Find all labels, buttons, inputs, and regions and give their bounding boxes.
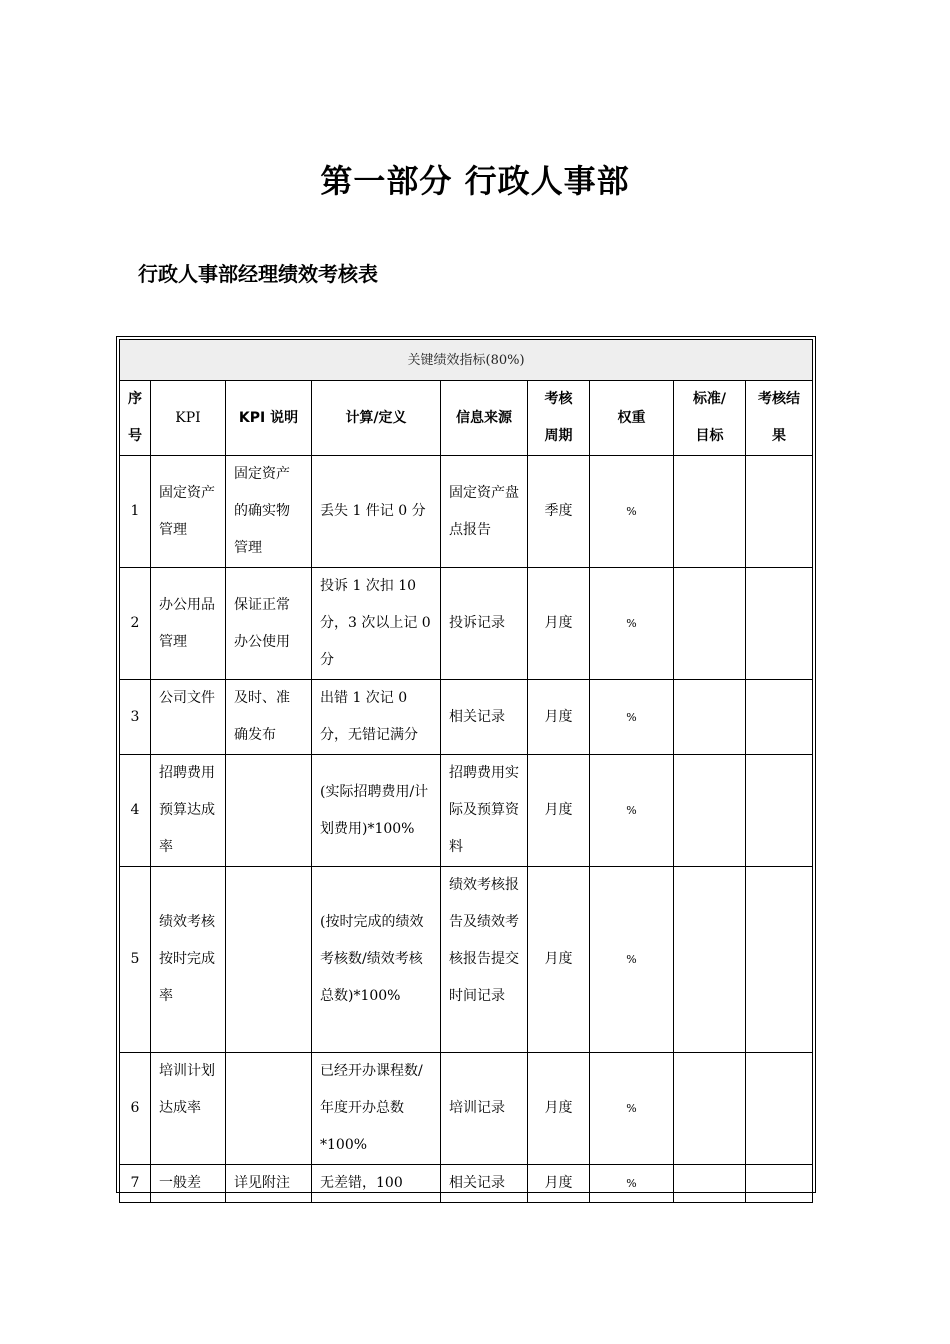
- row-result: [746, 680, 813, 755]
- row-weight: %: [590, 1053, 674, 1165]
- row-target: [674, 680, 746, 755]
- row-kpi: 招聘费用预算达成率: [151, 755, 226, 867]
- table-row: [119, 867, 813, 1053]
- row-desc: 保证正常办公使用: [226, 568, 312, 680]
- kpi-banner: 关键绩效指标(80%): [119, 339, 813, 381]
- row-desc: 固定资产的确实物管理: [226, 456, 312, 568]
- row-period: 月度: [528, 568, 590, 680]
- kpi-table: [119, 339, 813, 1203]
- table-row: [119, 456, 813, 568]
- row-period: 月度: [528, 867, 590, 1053]
- header-calc: 计算/定义: [312, 381, 441, 456]
- kpi-table-frame: [116, 336, 816, 1193]
- row-calc: 投诉 1 次扣 10 分，3 次以上记 0 分: [312, 568, 441, 680]
- row-no: 3: [119, 680, 151, 755]
- row-weight: %: [590, 456, 674, 568]
- row-desc: 详见附注: [226, 1165, 312, 1203]
- row-calc: (按时完成的绩效考核数/绩效考核总数)*100%: [312, 867, 441, 1053]
- header-result: 考核结果: [746, 381, 813, 456]
- row-kpi: 培训计划达成率: [151, 1053, 226, 1165]
- row-result: [746, 867, 813, 1053]
- row-calc: 已经开办课程数/年度开办总数*100%: [312, 1053, 441, 1165]
- row-calc: 出错 1 次记 0 分，无错记满分: [312, 680, 441, 755]
- header-target: 标准/目标: [674, 381, 746, 456]
- row-weight: %: [590, 568, 674, 680]
- row-target: [674, 568, 746, 680]
- row-period: 月度: [528, 1053, 590, 1165]
- row-no: 7: [119, 1165, 151, 1203]
- row-no: 1: [119, 456, 151, 568]
- row-kpi: 绩效考核按时完成率: [151, 867, 226, 1053]
- row-no: 5: [119, 867, 151, 1053]
- page-title: 第一部分 行政人事部: [320, 162, 630, 200]
- row-desc: [226, 1053, 312, 1165]
- row-source: 投诉记录: [441, 568, 528, 680]
- row-result: [746, 456, 813, 568]
- row-no: 2: [119, 568, 151, 680]
- header-source: 信息来源: [441, 381, 528, 456]
- row-source: 培训记录: [441, 1053, 528, 1165]
- row-result: [746, 1053, 813, 1165]
- row-kpi: 一般差: [151, 1165, 226, 1203]
- row-weight: %: [590, 755, 674, 867]
- row-calc: 无差错，100: [312, 1165, 441, 1203]
- row-period: 月度: [528, 1165, 590, 1203]
- row-target: [674, 1165, 746, 1203]
- header-weight: 权重: [590, 381, 674, 456]
- table-row: [119, 755, 813, 867]
- row-weight: %: [590, 1165, 674, 1203]
- header-period: 考核周期: [528, 381, 590, 456]
- row-target: [674, 755, 746, 867]
- table-row: [119, 1053, 813, 1165]
- header-kpi: KPI: [151, 381, 226, 456]
- row-kpi: 办公用品管理: [151, 568, 226, 680]
- row-calc: 丢失 1 件记 0 分: [312, 456, 441, 568]
- table-row: [119, 680, 813, 755]
- header-row: [119, 381, 813, 456]
- row-kpi: 固定资产管理: [151, 456, 226, 568]
- row-desc: 及时、准确发布: [226, 680, 312, 755]
- row-no: 6: [119, 1053, 151, 1165]
- row-target: [674, 1053, 746, 1165]
- table-row: [119, 568, 813, 680]
- row-source: 招聘费用实际及预算资料: [441, 755, 528, 867]
- row-target: [674, 456, 746, 568]
- row-result: [746, 755, 813, 867]
- row-weight: %: [590, 867, 674, 1053]
- row-desc: [226, 755, 312, 867]
- table-row: [119, 1165, 813, 1203]
- row-result: [746, 568, 813, 680]
- row-kpi: 公司文件: [151, 680, 226, 755]
- row-desc: [226, 867, 312, 1053]
- banner-row: [119, 339, 813, 381]
- header-no: 序号: [119, 381, 151, 456]
- row-target: [674, 867, 746, 1053]
- row-result: [746, 1165, 813, 1203]
- row-source: 固定资产盘点报告: [441, 456, 528, 568]
- row-period: 月度: [528, 755, 590, 867]
- row-source: 绩效考核报告及绩效考核报告提交时间记录: [441, 867, 528, 1053]
- header-desc: KPI 说明: [226, 381, 312, 456]
- row-source: 相关记录: [441, 680, 528, 755]
- row-source: 相关记录: [441, 1165, 528, 1203]
- row-weight: %: [590, 680, 674, 755]
- row-period: 月度: [528, 680, 590, 755]
- row-period: 季度: [528, 456, 590, 568]
- row-no: 4: [119, 755, 151, 867]
- section-title: 行政人事部经理绩效考核表: [138, 262, 378, 286]
- row-calc: (实际招聘费用/计划费用)*100%: [312, 755, 441, 867]
